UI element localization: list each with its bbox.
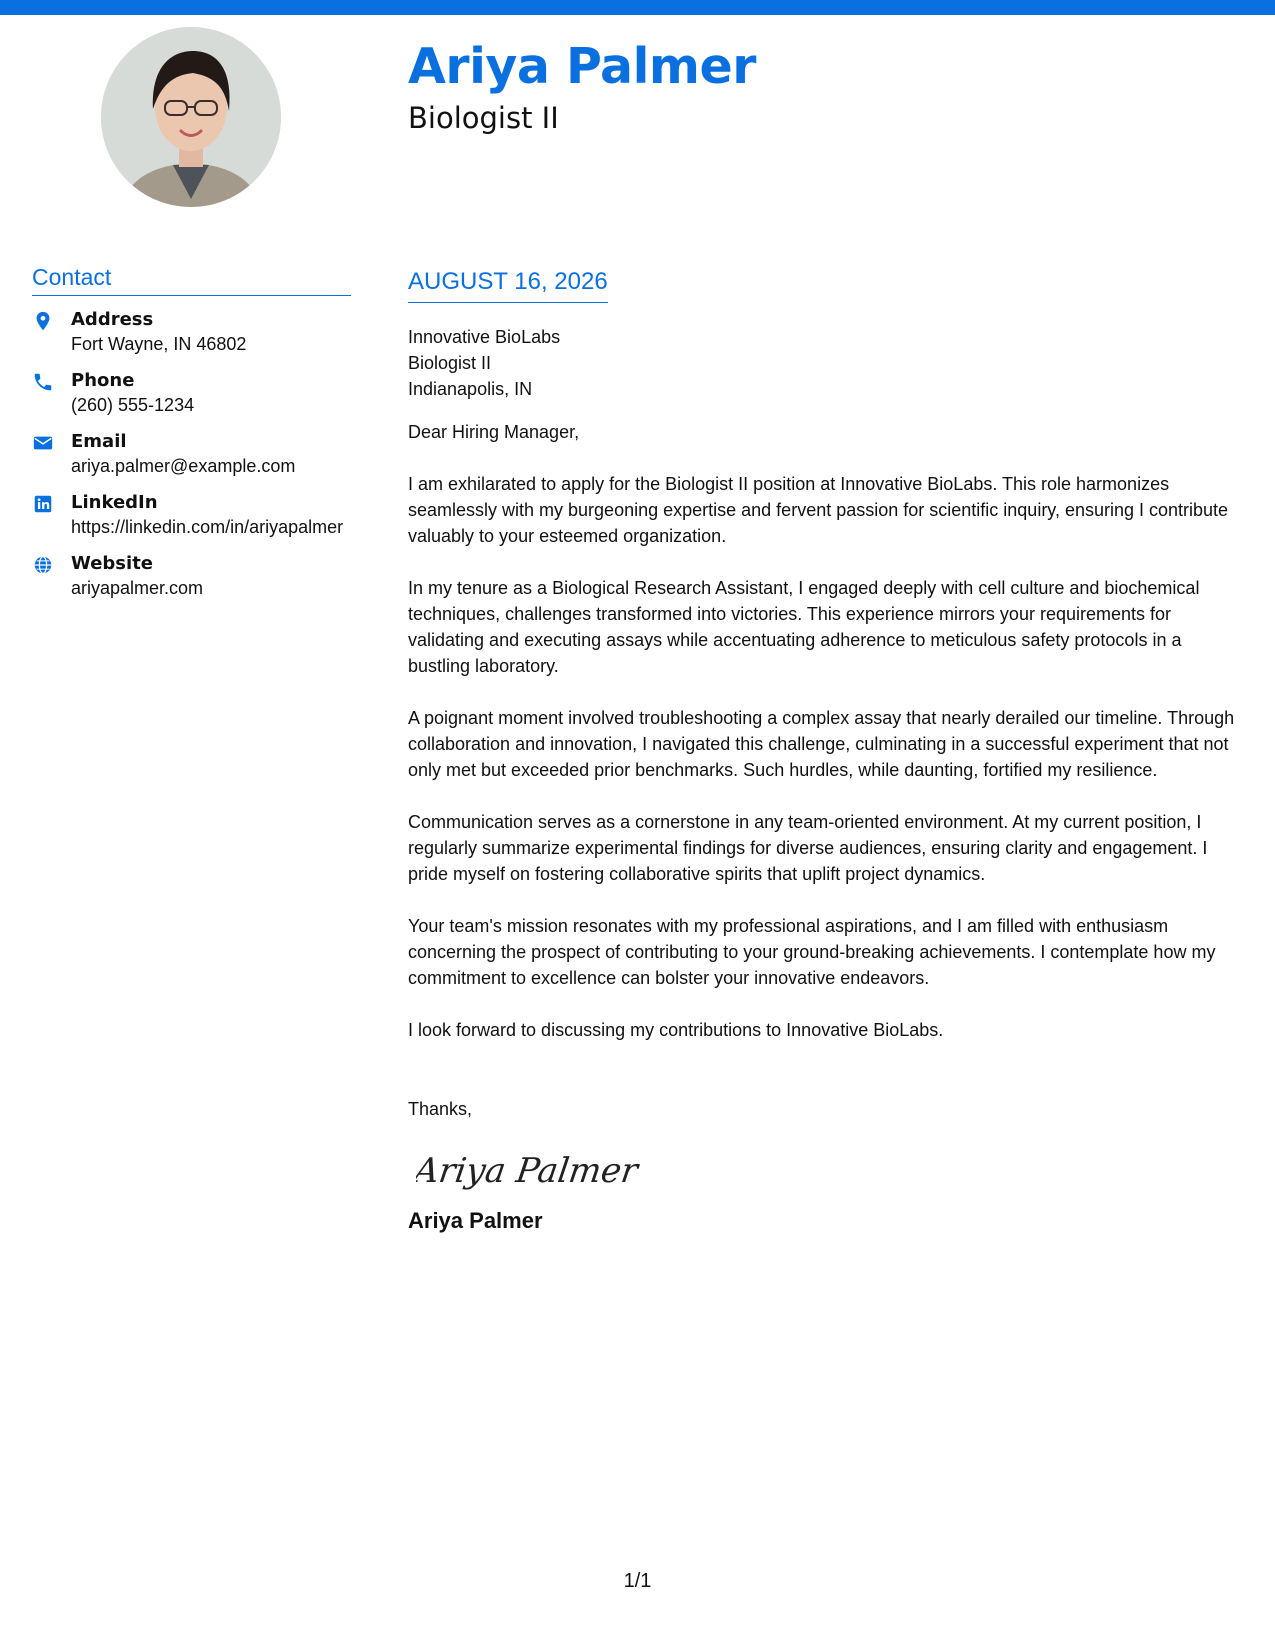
applicant-name: Ariya Palmer	[408, 38, 756, 95]
recipient-block	[408, 324, 1248, 402]
contact-item-website	[32, 552, 351, 600]
salutation: Dear Hiring Manager,	[408, 422, 580, 442]
portrait-illustration	[101, 27, 281, 207]
linkedin-icon	[32, 493, 54, 515]
closing: Thanks,	[408, 1099, 473, 1119]
applicant-title: Biologist II	[408, 101, 559, 135]
contact-item-phone	[32, 369, 351, 417]
contact-label: LinkedIn	[71, 492, 158, 513]
contact-label: Address	[71, 309, 154, 330]
signature-text: Ariya Palmer	[416, 1151, 641, 1191]
letter-paragraph: Your team's mission resonates with my professional aspirations, and I am filled with enthusiasm concerning the prospect of contributing to your ground-breaking achievements. I contemplate how my commitment to excellence can bolster your innovative endeavors.	[408, 916, 1216, 988]
contact-item-address	[32, 308, 351, 356]
signer-name: Ariya Palmer	[408, 1208, 543, 1233]
contact-sidebar	[32, 266, 351, 613]
signature-image	[416, 1146, 656, 1192]
contact-value: (260) 555-1234	[71, 395, 195, 415]
cover-letter	[408, 270, 1248, 1235]
contact-value: Fort Wayne, IN 46802	[71, 334, 247, 354]
page-number: 1/1	[623, 1570, 652, 1592]
letter-paragraph: Communication serves as a cornerstone in any team-oriented environment. At my current position, I regularly summarize experimental findings for diverse audiences, ensuring clarity and engagement. I pride myself on fostering collaborative spirits that uplift project dynamics.	[408, 812, 1208, 884]
recipient-location: Indianapolis, IN	[408, 379, 533, 399]
contact-label: Phone	[71, 370, 135, 391]
recipient-position: Biologist II	[408, 353, 492, 373]
phone-icon	[32, 371, 54, 393]
contact-list	[32, 308, 351, 600]
contact-heading: Contact	[32, 266, 351, 296]
letter-paragraph: A poignant moment involved troubleshooting a complex assay that nearly derailed our timeline. Through collaboration and innovation, I navigated this challenge, culminating in a successful experiment that not only met but exceeded prior benchmarks. Such hurdles, while daunting, fortified my resilience.	[408, 708, 1235, 780]
letter-paragraph: In my tenure as a Biological Research Assistant, I engaged deeply with cell culture and biochemical techniques, challenges transformed into victories. This experience mirrors your requirements for validating and executing assays while accentuating adherence to meticulous safety protocols in a bustling laboratory.	[408, 578, 1200, 676]
contact-value[interactable]: ariya.palmer@example.com	[71, 456, 296, 476]
contact-item-linkedin	[32, 491, 351, 539]
map-pin-icon	[32, 310, 54, 332]
letter-paragraph: I am exhilarated to apply for the Biologist II position at Innovative BioLabs. This role harmonizes seamlessly with my burgeoning expertise and fervent passion for scientific inquiry, ensuring I contribute valuably to your esteemed organization.	[408, 474, 1229, 546]
contact-value[interactable]: https://linkedin.com/in/ariyapalmer	[71, 517, 344, 537]
contact-value[interactable]: ariyapalmer.com	[71, 578, 204, 598]
globe-icon	[32, 554, 54, 576]
envelope-icon	[32, 432, 54, 454]
recipient-company: Innovative BioLabs	[408, 327, 561, 347]
letter-paragraph: I look forward to discussing my contributions to Innovative BioLabs.	[408, 1020, 944, 1040]
top-accent-bar	[0, 0, 1275, 15]
contact-item-email	[32, 430, 351, 478]
handwritten-signature	[416, 1146, 1248, 1197]
profile-photo	[101, 27, 281, 207]
contact-label: Email	[71, 431, 127, 452]
contact-label: Website	[71, 553, 154, 574]
letter-date: AUGUST 16, 2026	[408, 270, 608, 303]
